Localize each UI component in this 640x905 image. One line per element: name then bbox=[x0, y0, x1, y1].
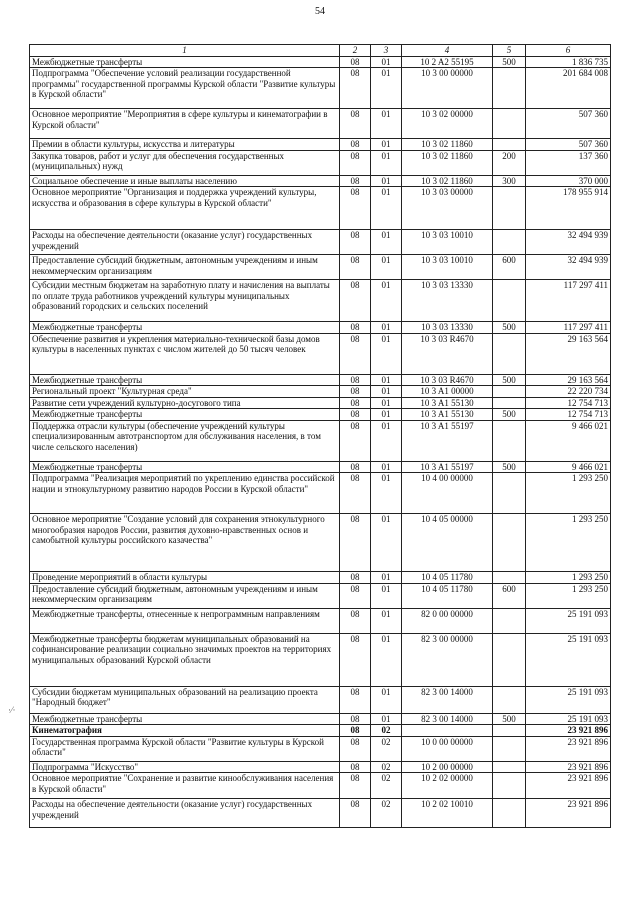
row-amount: 9 466 021 bbox=[526, 461, 611, 473]
table-row bbox=[30, 713, 611, 725]
table-row bbox=[30, 175, 611, 187]
row-amount: 1 293 250 bbox=[526, 473, 611, 514]
row-section: 08 bbox=[340, 333, 371, 374]
row-subsection: 01 bbox=[371, 633, 402, 686]
row-section: 08 bbox=[340, 255, 371, 280]
row-amount: 32 494 939 bbox=[526, 230, 611, 255]
row-section: 08 bbox=[340, 608, 371, 633]
row-name: Межбюджетные трансферты bbox=[30, 409, 340, 421]
row-name: Межбюджетные трансферты bbox=[30, 374, 340, 386]
row-target-code: 10 4 00 00000 bbox=[402, 473, 493, 514]
row-target-code: 10 2 02 00000 bbox=[402, 773, 493, 799]
row-expense-type bbox=[493, 514, 526, 572]
row-subsection: 02 bbox=[371, 736, 402, 761]
row-target-code: 10 2 02 10010 bbox=[402, 799, 493, 828]
row-section: 08 bbox=[340, 374, 371, 386]
table-row bbox=[30, 473, 611, 514]
row-target-code: 10 3 03 13330 bbox=[402, 322, 493, 334]
row-expense-type: 500 bbox=[493, 56, 526, 68]
header-col-4: 4 bbox=[402, 45, 493, 57]
row-expense-type bbox=[493, 773, 526, 799]
row-subsection: 02 bbox=[371, 773, 402, 799]
row-target-code: 10 3 A1 55130 bbox=[402, 397, 493, 409]
row-expense-type bbox=[493, 761, 526, 773]
table-row bbox=[30, 56, 611, 68]
row-target-code: 10 3 A1 55197 bbox=[402, 420, 493, 461]
row-name: Премии в области культуры, искусства и литературы bbox=[30, 139, 340, 151]
row-amount: 507 360 bbox=[526, 139, 611, 151]
table-row bbox=[30, 139, 611, 151]
row-name: Межбюджетные трансферты bbox=[30, 322, 340, 334]
row-section: 08 bbox=[340, 713, 371, 725]
row-subsection: 01 bbox=[371, 255, 402, 280]
row-section: 08 bbox=[340, 187, 371, 230]
row-expense-type bbox=[493, 280, 526, 322]
table-row bbox=[30, 68, 611, 109]
row-subsection: 01 bbox=[371, 686, 402, 713]
row-name: Предоставление субсидий бюджетным, автономным учреждениям и иным некоммерческим организациям bbox=[30, 255, 340, 280]
row-target-code: 10 3 02 00000 bbox=[402, 109, 493, 139]
row-section: 08 bbox=[340, 56, 371, 68]
row-amount: 201 684 008 bbox=[526, 68, 611, 109]
row-name: Региональный проект "Культурная среда" bbox=[30, 386, 340, 398]
row-target-code: 82 3 00 14000 bbox=[402, 686, 493, 713]
row-subsection: 01 bbox=[371, 139, 402, 151]
table-row bbox=[30, 514, 611, 572]
row-subsection: 01 bbox=[371, 68, 402, 109]
table-row bbox=[30, 736, 611, 761]
row-section: 08 bbox=[340, 773, 371, 799]
row-amount: 12 754 713 bbox=[526, 409, 611, 421]
table-row bbox=[30, 608, 611, 633]
row-target-code: 82 3 00 14000 bbox=[402, 713, 493, 725]
table-row bbox=[30, 461, 611, 473]
row-amount: 1 293 250 bbox=[526, 514, 611, 572]
row-section: 08 bbox=[340, 420, 371, 461]
row-name: Кинематография bbox=[30, 725, 340, 737]
row-amount: 1 293 250 bbox=[526, 572, 611, 584]
row-amount: 23 921 896 bbox=[526, 799, 611, 828]
row-expense-type: 300 bbox=[493, 175, 526, 187]
row-expense-type: 500 bbox=[493, 322, 526, 334]
table-row bbox=[30, 761, 611, 773]
row-expense-type: 500 bbox=[493, 409, 526, 421]
row-expense-type: 200 bbox=[493, 150, 526, 175]
row-subsection: 01 bbox=[371, 583, 402, 608]
row-name: Межбюджетные трансферты, отнесенные к непрограммным направлениям bbox=[30, 608, 340, 633]
row-name: Межбюджетные трансферты bbox=[30, 56, 340, 68]
row-expense-type: 500 bbox=[493, 713, 526, 725]
row-section: 08 bbox=[340, 280, 371, 322]
table-row bbox=[30, 420, 611, 461]
row-subsection: 01 bbox=[371, 374, 402, 386]
row-target-code: 10 0 00 00000 bbox=[402, 736, 493, 761]
row-target-code bbox=[402, 725, 493, 737]
row-subsection: 01 bbox=[371, 230, 402, 255]
row-amount: 1 293 250 bbox=[526, 583, 611, 608]
row-name: Проведение мероприятий в области культуры bbox=[30, 572, 340, 584]
table-row bbox=[30, 230, 611, 255]
row-name: Социальное обеспечение и иные выплаты населению bbox=[30, 175, 340, 187]
row-amount: 25 191 093 bbox=[526, 633, 611, 686]
row-amount: 370 000 bbox=[526, 175, 611, 187]
row-name: Поддержка отрасли культуры (обеспечение учреждений культуры специализированным автотранспортом для обслуживания населения, в том числе сельского населения) bbox=[30, 420, 340, 461]
row-expense-type: 500 bbox=[493, 461, 526, 473]
row-target-code: 10 3 03 R4670 bbox=[402, 374, 493, 386]
row-subsection: 02 bbox=[371, 725, 402, 737]
table-row bbox=[30, 280, 611, 322]
row-section: 08 bbox=[340, 583, 371, 608]
table-row bbox=[30, 633, 611, 686]
row-section: 08 bbox=[340, 322, 371, 334]
row-section: 08 bbox=[340, 386, 371, 398]
row-section: 08 bbox=[340, 633, 371, 686]
row-section: 08 bbox=[340, 68, 371, 109]
row-subsection: 01 bbox=[371, 150, 402, 175]
row-target-code: 10 2 00 00000 bbox=[402, 761, 493, 773]
row-section: 08 bbox=[340, 175, 371, 187]
budget-table bbox=[29, 44, 611, 828]
row-section: 08 bbox=[340, 725, 371, 737]
row-expense-type bbox=[493, 473, 526, 514]
row-amount: 25 191 093 bbox=[526, 713, 611, 725]
header-col-1: 1 bbox=[30, 45, 340, 57]
row-section: 08 bbox=[340, 514, 371, 572]
scan-mark: ·⁄· bbox=[8, 705, 16, 715]
row-expense-type: 500 bbox=[493, 374, 526, 386]
row-name: Основное мероприятие "Организация и поддержка учреждений культуры, искусства и образования в сфере культуры в Курской области" bbox=[30, 187, 340, 230]
row-section: 08 bbox=[340, 150, 371, 175]
table-row bbox=[30, 773, 611, 799]
row-subsection: 01 bbox=[371, 409, 402, 421]
row-expense-type bbox=[493, 736, 526, 761]
row-target-code: 10 3 02 11860 bbox=[402, 175, 493, 187]
row-name: Основное мероприятие "Мероприятия в сфере культуры и кинематографии в Курской области" bbox=[30, 109, 340, 139]
row-name: Межбюджетные трансферты бюджетам муниципальных образований на софинансирование реализации социально значимых проектов на территориях муниципальных образований Курской области bbox=[30, 633, 340, 686]
row-target-code: 10 3 03 10010 bbox=[402, 255, 493, 280]
row-name: Закупка товаров, работ и услуг для обеспечения государственных (муниципальных) нужд bbox=[30, 150, 340, 175]
row-name: Подпрограмма "Реализация мероприятий по укреплению единства российской нации и этнокультурному развитию народов России в Курской области" bbox=[30, 473, 340, 514]
row-amount: 23 921 896 bbox=[526, 736, 611, 761]
row-subsection: 01 bbox=[371, 109, 402, 139]
header-col-6: 6 bbox=[526, 45, 611, 57]
row-subsection: 02 bbox=[371, 761, 402, 773]
row-name: Расходы на обеспечение деятельности (оказание услуг) государственных учреждений bbox=[30, 230, 340, 255]
table-row bbox=[30, 150, 611, 175]
row-expense-type bbox=[493, 139, 526, 151]
row-target-code: 10 3 A1 00000 bbox=[402, 386, 493, 398]
row-name: Субсидии местным бюджетам на заработную плату и начисления на выплаты по оплате труда работников учреждений культуры муниципальных образований городских и сельских поселений bbox=[30, 280, 340, 322]
row-target-code: 82 3 00 00000 bbox=[402, 633, 493, 686]
row-expense-type bbox=[493, 68, 526, 109]
table-row bbox=[30, 374, 611, 386]
row-amount: 507 360 bbox=[526, 109, 611, 139]
row-section: 08 bbox=[340, 109, 371, 139]
row-subsection: 01 bbox=[371, 333, 402, 374]
row-section: 08 bbox=[340, 461, 371, 473]
row-expense-type bbox=[493, 725, 526, 737]
header-col-5: 5 bbox=[493, 45, 526, 57]
row-target-code: 10 3 03 13330 bbox=[402, 280, 493, 322]
row-subsection: 01 bbox=[371, 56, 402, 68]
table-row bbox=[30, 322, 611, 334]
row-subsection: 01 bbox=[371, 514, 402, 572]
row-expense-type: 600 bbox=[493, 583, 526, 608]
row-subsection: 01 bbox=[371, 608, 402, 633]
row-expense-type bbox=[493, 686, 526, 713]
row-name: Предоставление субсидий бюджетным, автономным учреждениям и иным некоммерческим организациям bbox=[30, 583, 340, 608]
table-header-row bbox=[30, 45, 611, 57]
table-row bbox=[30, 583, 611, 608]
row-amount: 25 191 093 bbox=[526, 608, 611, 633]
table-row bbox=[30, 386, 611, 398]
row-amount: 29 163 564 bbox=[526, 374, 611, 386]
table-row bbox=[30, 686, 611, 713]
row-amount: 117 297 411 bbox=[526, 322, 611, 334]
row-expense-type: 600 bbox=[493, 255, 526, 280]
row-target-code: 10 3 00 00000 bbox=[402, 68, 493, 109]
row-target-code: 10 3 02 11860 bbox=[402, 150, 493, 175]
row-name: Основное мероприятие "Создание условий для сохранения этнокультурного многообразия народов России, развития духовно-нравственных основ и самобытной культуры российского казачества" bbox=[30, 514, 340, 572]
row-section: 08 bbox=[340, 473, 371, 514]
row-target-code: 10 3 03 R4670 bbox=[402, 333, 493, 374]
row-subsection: 01 bbox=[371, 386, 402, 398]
row-name: Обеспечение развития и укрепления материально-технической базы домов культуры в населенных пунктах с числом жителей до 50 тысяч человек bbox=[30, 333, 340, 374]
row-target-code: 10 2 A2 55195 bbox=[402, 56, 493, 68]
row-section: 08 bbox=[340, 397, 371, 409]
row-amount: 23 921 896 bbox=[526, 773, 611, 799]
row-section: 08 bbox=[340, 409, 371, 421]
row-target-code: 10 3 02 11860 bbox=[402, 139, 493, 151]
row-name: Подпрограмма "Искусство" bbox=[30, 761, 340, 773]
row-name: Межбюджетные трансферты bbox=[30, 461, 340, 473]
row-expense-type bbox=[493, 333, 526, 374]
row-expense-type bbox=[493, 572, 526, 584]
row-subsection: 01 bbox=[371, 713, 402, 725]
row-amount: 22 220 734 bbox=[526, 386, 611, 398]
row-expense-type bbox=[493, 187, 526, 230]
row-target-code: 82 0 00 00000 bbox=[402, 608, 493, 633]
row-expense-type bbox=[493, 386, 526, 398]
table-row bbox=[30, 397, 611, 409]
row-name: Субсидии бюджетам муниципальных образований на реализацию проекта "Народный бюджет" bbox=[30, 686, 340, 713]
row-name: Подпрограмма "Обеспечение условий реализации государственной программы" государственной программы Курской области "Развитие культуры в Курской области" bbox=[30, 68, 340, 109]
table-row bbox=[30, 109, 611, 139]
row-name: Развитие сети учреждений культурно-досугового типа bbox=[30, 397, 340, 409]
table-row bbox=[30, 333, 611, 374]
row-section: 08 bbox=[340, 799, 371, 828]
row-target-code: 10 4 05 11780 bbox=[402, 572, 493, 584]
row-amount: 9 466 021 bbox=[526, 420, 611, 461]
table-row bbox=[30, 725, 611, 737]
row-target-code: 10 4 05 00000 bbox=[402, 514, 493, 572]
row-expense-type bbox=[493, 397, 526, 409]
row-section: 08 bbox=[340, 572, 371, 584]
row-target-code: 10 4 05 11780 bbox=[402, 583, 493, 608]
row-subsection: 01 bbox=[371, 397, 402, 409]
row-amount: 29 163 564 bbox=[526, 333, 611, 374]
row-subsection: 01 bbox=[371, 420, 402, 461]
row-target-code: 10 3 A1 55130 bbox=[402, 409, 493, 421]
row-amount: 23 921 896 bbox=[526, 761, 611, 773]
row-expense-type bbox=[493, 109, 526, 139]
row-subsection: 02 bbox=[371, 799, 402, 828]
row-amount: 12 754 713 bbox=[526, 397, 611, 409]
table-row bbox=[30, 409, 611, 421]
table-row bbox=[30, 255, 611, 280]
row-amount: 1 836 735 bbox=[526, 56, 611, 68]
row-name: Межбюджетные трансферты bbox=[30, 713, 340, 725]
row-section: 08 bbox=[340, 139, 371, 151]
row-subsection: 01 bbox=[371, 175, 402, 187]
row-section: 08 bbox=[340, 230, 371, 255]
row-name: Государственная программа Курской области "Развитие культуры в Курской области" bbox=[30, 736, 340, 761]
page-number: 54 bbox=[315, 6, 325, 17]
table-row bbox=[30, 799, 611, 828]
row-subsection: 01 bbox=[371, 461, 402, 473]
header-col-2: 2 bbox=[340, 45, 371, 57]
row-expense-type bbox=[493, 230, 526, 255]
row-section: 08 bbox=[340, 761, 371, 773]
row-expense-type bbox=[493, 420, 526, 461]
row-target-code: 10 3 03 10010 bbox=[402, 230, 493, 255]
row-target-code: 10 3 03 00000 bbox=[402, 187, 493, 230]
row-expense-type bbox=[493, 633, 526, 686]
row-subsection: 01 bbox=[371, 187, 402, 230]
row-amount: 178 955 914 bbox=[526, 187, 611, 230]
row-amount: 137 360 bbox=[526, 150, 611, 175]
row-target-code: 10 3 A1 55197 bbox=[402, 461, 493, 473]
row-name: Расходы на обеспечение деятельности (оказание услуг) государственных учреждений bbox=[30, 799, 340, 828]
row-amount: 117 297 411 bbox=[526, 280, 611, 322]
row-expense-type bbox=[493, 799, 526, 828]
row-amount: 32 494 939 bbox=[526, 255, 611, 280]
row-section: 08 bbox=[340, 686, 371, 713]
row-section: 08 bbox=[340, 736, 371, 761]
row-subsection: 01 bbox=[371, 473, 402, 514]
row-expense-type bbox=[493, 608, 526, 633]
row-amount: 23 921 896 bbox=[526, 725, 611, 737]
row-subsection: 01 bbox=[371, 322, 402, 334]
row-subsection: 01 bbox=[371, 572, 402, 584]
table-row bbox=[30, 572, 611, 584]
row-subsection: 01 bbox=[371, 280, 402, 322]
table-row bbox=[30, 187, 611, 230]
row-name: Основное мероприятие "Сохранение и развитие кинообслуживания населения в Курской области" bbox=[30, 773, 340, 799]
header-col-3: 3 bbox=[371, 45, 402, 57]
row-amount: 25 191 093 bbox=[526, 686, 611, 713]
